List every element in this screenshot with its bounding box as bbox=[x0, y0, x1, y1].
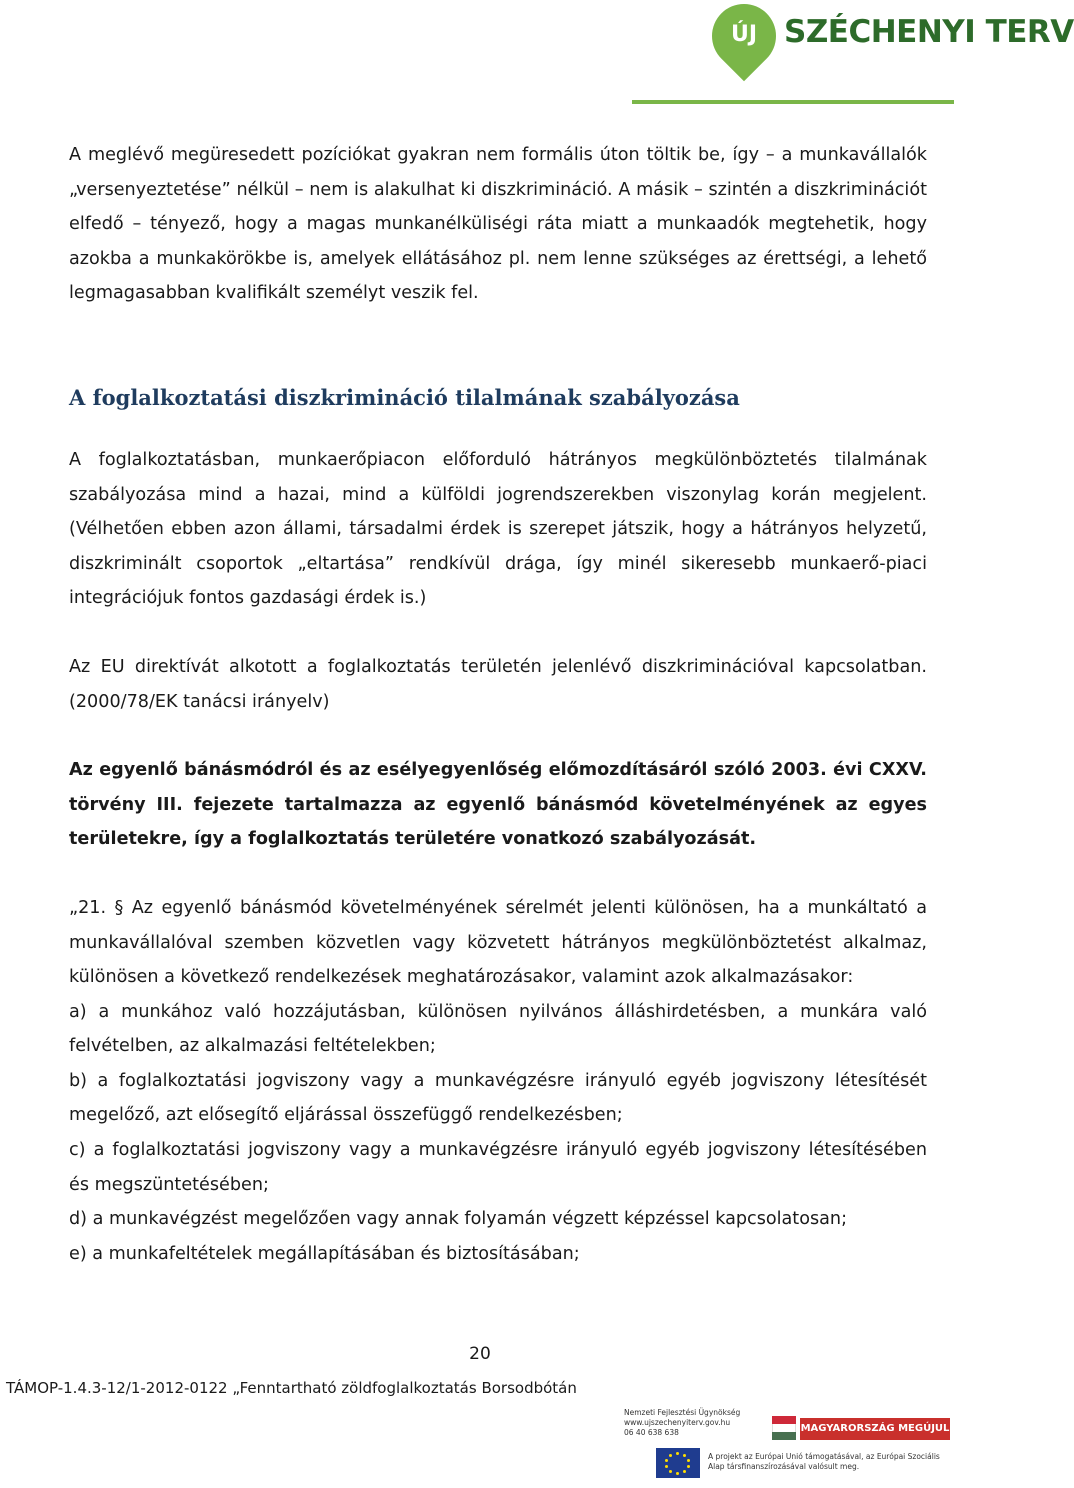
provision-list bbox=[69, 995, 927, 1272]
nfu-line: www.ujszechenyiterv.gov.hu bbox=[624, 1418, 731, 1427]
paragraph-eu-directive: Az EU direktívát alkotott a foglalkoztatás területén jelenlévő diszkriminációval kapcsolatban. (2000/78/EK tanácsi irányelv) bbox=[69, 656, 927, 712]
paragraph-section-21: „21. § Az egyenlő bánásmód követelményének sérelmét jelenti különösen, ha a munkáltató a munkavállalóval szemben közvetlen vagy közvetett hátrányos megkülönböztetést alkalmaz, különösen a következő rendelkezések meghatározásakor, valamint azok alkalmazásakor: bbox=[69, 897, 927, 988]
paragraph-intro: A meglévő megüresedett pozíciókat gyakran nem formális úton töltik be, így – a munkavállalók „versenyeztetése” nélkül – nem is alakulhat ki diszkrimináció. A másik – szintén a diszkriminációt elfedő – tényező, hogy a magas munkanélküliségi ráta miatt a munkaadók megtehetik, hogy azokba a munkakörökbe is, amelyek ellátásához pl. nem lenne szükséges az érettségi, a lehető legmagasabban kvalifikált személyt veszik fel. bbox=[69, 145, 927, 304]
page-number: 20 bbox=[469, 1344, 491, 1364]
szechenyi-terv-logo bbox=[660, 0, 1074, 106]
section-heading: A foglalkoztatási diszkrimináció tilalmának szabályozása bbox=[69, 384, 740, 410]
nfu-logo bbox=[624, 1408, 752, 1442]
document-body bbox=[69, 138, 927, 1271]
paragraph-regulation: A foglalkoztatásban, munkaerőpiacon előforduló hátrányos megkülönböztetés tilalmának szabályozása mind a hazai, mind a külföldi jogrendszerekben viszonylag korán megjelent. (Vélhetően ebben azon állami, társadalmi érdek is szerepet játszik, hogy a hátrányos helyzetű, diszkriminált csoportok „eltartása” rendkívül drága, így minél sikeresebb munkaerő-piaci integrációjuk fontos gazdasági érdek is.) bbox=[69, 449, 927, 609]
logo-text: SZÉCHENYI TERV bbox=[784, 14, 1074, 50]
list-item: d) a munkavégzést megelőzően vagy annak folyamán végzett képzéssel kapcsolatosan; bbox=[69, 1209, 847, 1230]
funding-logos bbox=[624, 1408, 960, 1488]
list-item: a) a munkához való hozzájutásban, különösen nyilvános álláshirdetésben, a munkára való felvételben, az alkalmazási feltételekben; bbox=[69, 1001, 927, 1057]
list-item: c) a foglalkoztatási jogviszony vagy a munkavégzésre irányuló egyéb jogviszony létesítésében és megszüntetésében; bbox=[69, 1140, 927, 1195]
eu-funding-caption: A projekt az Európai Unió támogatásával, az Európai Szociális Alap társfinanszírozásával valósult meg. bbox=[708, 1452, 940, 1471]
project-footer-text: TÁMOP-1.4.3-12/1-2012-0122 „Fenntartható zöldfoglalkoztatás Borsodbótán bbox=[6, 1379, 577, 1397]
hungarian-flag-icon bbox=[772, 1416, 796, 1440]
magyarorszag-megujul-badge: MAGYARORSZÁG MEGÚJUL bbox=[800, 1418, 950, 1440]
list-item: b) a foglalkoztatási jogviszony vagy a munkavégzésre irányuló egyéb jogviszony létesítését megelőző, azt elősegítő eljárással összefüggő rendelkezésben; bbox=[69, 1070, 927, 1126]
header-rule bbox=[632, 100, 954, 104]
nfu-line: Nemzeti Fejlesztési Ügynökség bbox=[624, 1408, 741, 1417]
logo-badge-text: ÚJ bbox=[730, 22, 758, 47]
eu-flag-icon bbox=[656, 1448, 700, 1478]
list-item: e) a munkafeltételek megállapításában és biztosításában; bbox=[69, 1243, 580, 1264]
nfu-line: 06 40 638 638 bbox=[624, 1428, 679, 1437]
paragraph-law-reference: Az egyenlő bánásmódról és az esélyegyenlőség előmozdításáról szóló 2003. évi CXXV. törvény III. fejezete tartalmazza az egyenlő bánásmód követelményének az egyes területekre, így a foglalkoztatás területére vonatkozó szabályozását. bbox=[69, 760, 927, 850]
